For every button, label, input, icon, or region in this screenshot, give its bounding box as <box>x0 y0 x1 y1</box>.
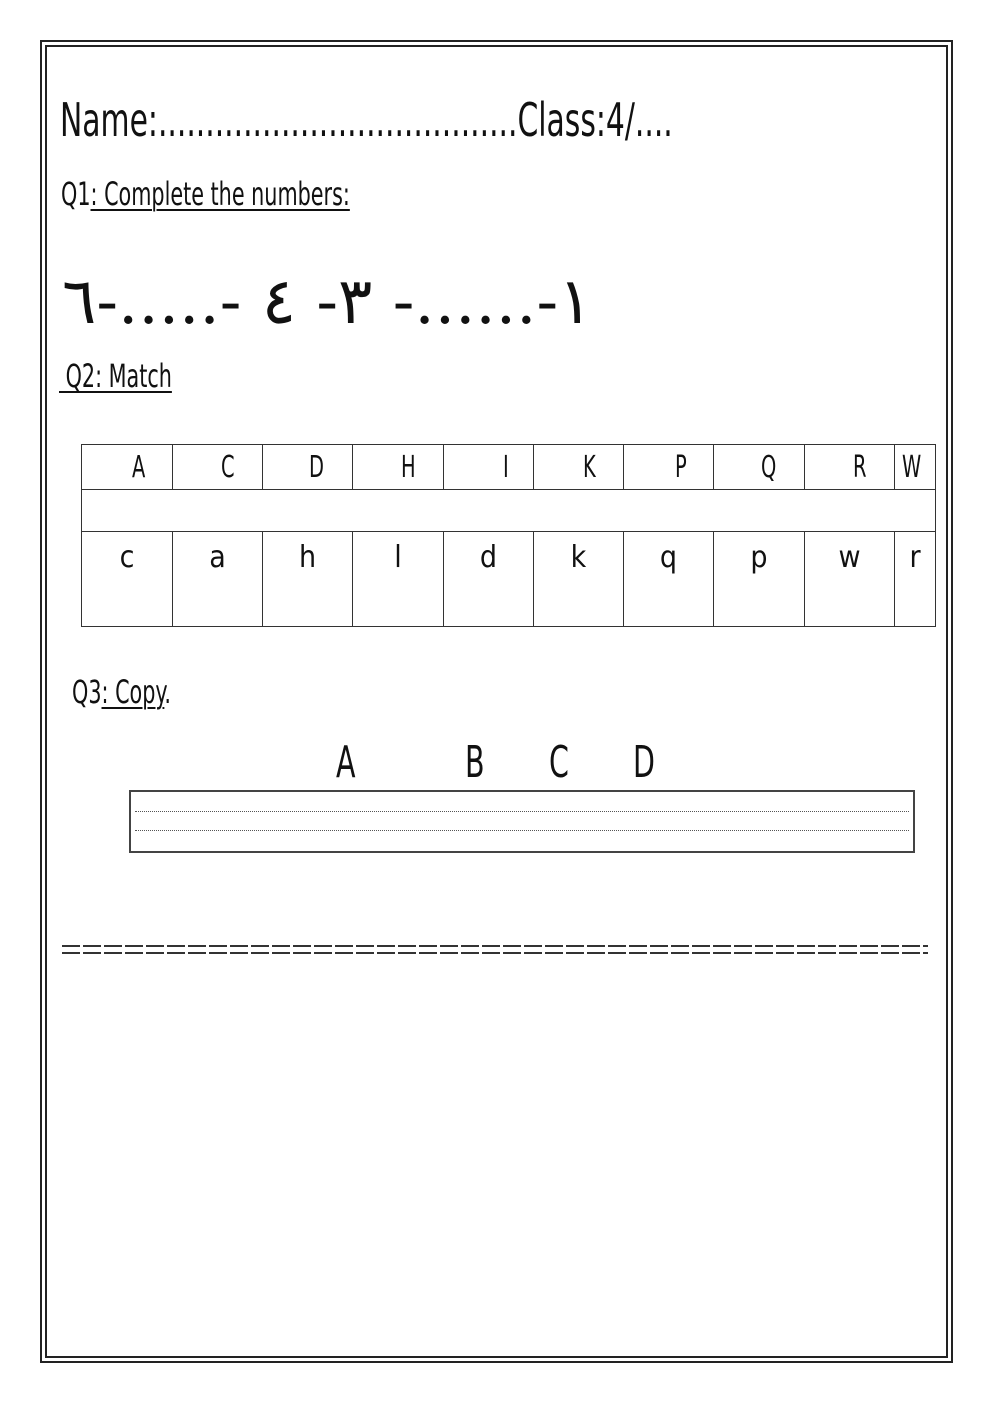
lowercase-cell: l <box>353 532 444 627</box>
question-2-heading <box>59 356 216 396</box>
question-1-heading <box>61 174 462 214</box>
uppercase-cell: W <box>895 445 936 490</box>
copy-letter: C <box>549 737 569 788</box>
question-1-number: Q1 <box>61 175 91 213</box>
guide-line <box>135 830 909 831</box>
copy-writing-box[interactable] <box>129 790 915 853</box>
copy-letter: D <box>633 737 655 788</box>
lowercase-cell: a <box>173 532 263 627</box>
uppercase-cell: A <box>82 445 173 490</box>
lowercase-cell: w <box>805 532 895 627</box>
uppercase-cell: C <box>173 445 263 490</box>
uppercase-cell: Q <box>714 445 805 490</box>
lowercase-cell: q <box>624 532 714 627</box>
number-sequence-text: ١-......- ٣- ٤ -.....-٦ <box>62 265 593 339</box>
name-class-label: Name:......................................Class:4/.... <box>60 93 673 147</box>
uppercase-cell: R <box>805 445 895 490</box>
question-3-number: Q3 <box>72 673 102 711</box>
question-2-title: Q2: Match <box>59 357 172 395</box>
lowercase-cell: k <box>534 532 624 627</box>
question-3-heading <box>72 672 209 712</box>
uppercase-cell: K <box>534 445 624 490</box>
question-1-title: : Complete the numbers: <box>90 175 350 213</box>
blank-row <box>82 490 936 532</box>
lowercase-cell: r <box>895 532 936 627</box>
blank-cell <box>82 490 936 532</box>
question-3-title: : Copy <box>101 673 165 711</box>
lowercase-cell: p <box>714 532 805 627</box>
section-divider <box>62 942 928 958</box>
guide-line <box>135 811 909 812</box>
copy-letter: B <box>465 737 485 788</box>
lowercase-cell: h <box>263 532 353 627</box>
question-3-period: . <box>164 673 171 711</box>
uppercase-row <box>82 445 936 490</box>
uppercase-cell: H <box>353 445 444 490</box>
arabic-number-sequence <box>62 262 592 342</box>
uppercase-cell: I <box>444 445 534 490</box>
name-class-line <box>60 92 911 148</box>
uppercase-cell: D <box>263 445 353 490</box>
lowercase-cell: c <box>82 532 173 627</box>
match-table <box>81 444 936 627</box>
lowercase-row <box>82 532 936 627</box>
uppercase-cell: P <box>624 445 714 490</box>
lowercase-cell: d <box>444 532 534 627</box>
copy-letter: A <box>336 737 356 788</box>
